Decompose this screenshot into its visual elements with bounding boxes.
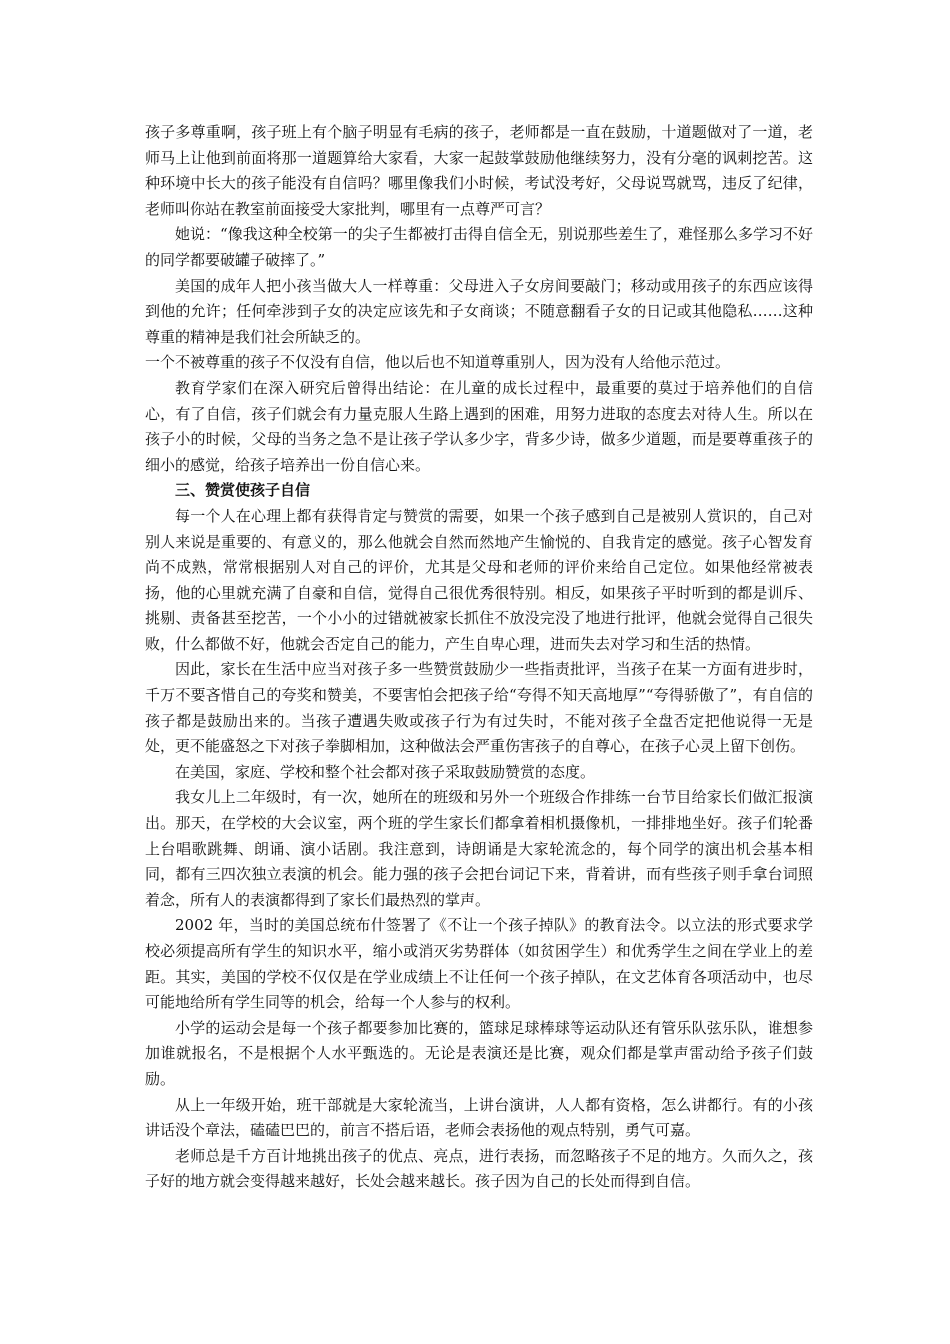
paragraph-12: 从上一年级开始，班干部就是大家轮流当，上讲台演讲，人人都有资格，怎么讲都行。有的小孩讲话没个章法，磕磕巴巴的，前言不搭后语，老师会表扬他的观点特别，勇气可嘉。: [145, 1095, 813, 1140]
paragraph-8: 在美国，家庭、学校和整个社会都对孩子采取鼓励赞赏的态度。: [175, 762, 596, 781]
paragraph-9: 我女儿上二年级时，有一次，她所在的班级和另外一个班级合作排练一台节目给家长们做汇报演出。那天，在学校的大会议室，两个班的学生家长们都拿着相机摄像机，一排排地坐好。孩子们轮番上台唱歌跳舞、朗诵、演小话剧。我注意到，诗朗诵是大家轮流念的，每个同学的演出机会基本相同，都有三四次独立表演的机会。能力强的孩子会把台词记下来，背着讲，而有些孩子则手拿台词照着念，所有人的表演都得到了家长们最热烈的掌声。: [145, 788, 813, 909]
paragraph-6: 每一个人在心理上都有获得肯定与赞赏的需要，如果一个孩子感到自己是被别人赏识的，自己对别人来说是重要的、有意义的，那么他就会自然而然地产生愉悦的、自我肯定的感觉。孩子心智发育尚不成熟，常常根据别人对自己的评价，尤其是父母和老师的评价来给自己定位。如果他经常被表扬，他的心里就充满了自豪和自信，觉得自己很优秀很特别。相反，如果孩子平时听到的都是训斥、挑剔、责备甚至挖苦，一个小小的过错就被家长抓住不放没完没了地进行批评，他就会觉得自己很失败，什么都做不好，他就会否定自己的能力，产生自卑心理，进而失去对学习和生活的热情。: [145, 506, 813, 653]
section-heading: 三、赞赏使孩子自信: [175, 481, 311, 500]
document-page: [145, 120, 813, 1195]
paragraph-7: 因此，家长在生活中应当对孩子多一些赞赏鼓励少一些指责批评，当孩子在某一方面有进步时，千万不要吝惜自己的夸奖和赞美，不要害怕会把孩子给“夸得不知天高地厚”“夸得骄傲了”，有自信的孩子都是鼓励出来的。当孩子遭遇失败或孩子行为有过失时，不能对孩子全盘否定把他说得一无是处，更不能盛怒之下对孩子拳脚相加，这种做法会严重伤害孩子的自尊心，在孩子心灵上留下创伤。: [145, 660, 813, 756]
paragraph-13: 老师总是千方百计地挑出孩子的优点、亮点，进行表扬，而忽略孩子不足的地方。久而久之，孩子好的地方就会变得越来越好，长处会越来越长。孩子因为自己的长处而得到自信。: [145, 1146, 813, 1191]
paragraph-1: 孩子多尊重啊，孩子班上有个脑子明显有毛病的孩子，老师都是一直在鼓励，十道题做对了一道，老师马上让他到前面将那一道题算给大家看，大家一起鼓掌鼓励他继续努力，没有分毫的讽刺挖苦。这种环境中长大的孩子能没有自信吗？哪里像我们小时候，考试没考好，父母说骂就骂，违反了纪律，老师叫你站在教室前面接受大家批判，哪里有一点尊严可言？: [145, 123, 813, 218]
paragraph-5: 教育学家们在深入研究后曾得出结论：在儿童的成长过程中，最重要的莫过于培养他们的自信心，有了自信，孩子们就会有力量克服人生路上遇到的困难，用努力进取的态度去对待人生。所以在孩子小的时候，父母的当务之急不是让孩子学认多少字，背多少诗，做多少道题，而是要尊重孩子的细小的感觉，给孩子培养出一份自信心来。: [145, 378, 813, 474]
paragraph-11: 小学的运动会是每一个孩子都要参加比赛的，篮球足球棒球等运动队还有管乐队弦乐队，谁想参加谁就报名，不是根据个人水平甄选的。无论是表演还是比赛，观众们都是掌声雷动给予孩子们鼓励。: [145, 1018, 813, 1088]
paragraph-4: 一个不被尊重的孩子不仅没有自信，他以后也不知道尊重别人，因为没有人给他示范过。: [145, 353, 731, 372]
paragraph-10: 2002 年，当时的美国总统布什签署了《不让一个孩子掉队》的教育法令。以立法的形式要求学校必须提高所有学生的知识水平，缩小或消灭劣势群体（如贫困学生）和优秀学生之间在学业上的差距。其实，美国的学校不仅仅是在学业成绩上不让任何一个孩子掉队，在文艺体育各项活动中，也尽可能地给所有学生同等的机会，给每一个人参与的权利。: [145, 916, 813, 1012]
paragraph-3: 美国的成年人把小孩当做大人一样尊重：父母进入子女房间要敲门；移动或用孩子的东西应该得到他的允许；任何牵涉到子女的决定应该先和子女商谈；不随意翻看子女的日记或其他隐私……这种尊重的精神是我们社会所缺乏的。: [145, 276, 813, 346]
paragraph-2: 她说：“像我这种全校第一的尖子生都被打击得自信全无，别说那些差生了，难怪那么多学习不好的同学都要破罐子破摔了。”: [145, 225, 813, 269]
